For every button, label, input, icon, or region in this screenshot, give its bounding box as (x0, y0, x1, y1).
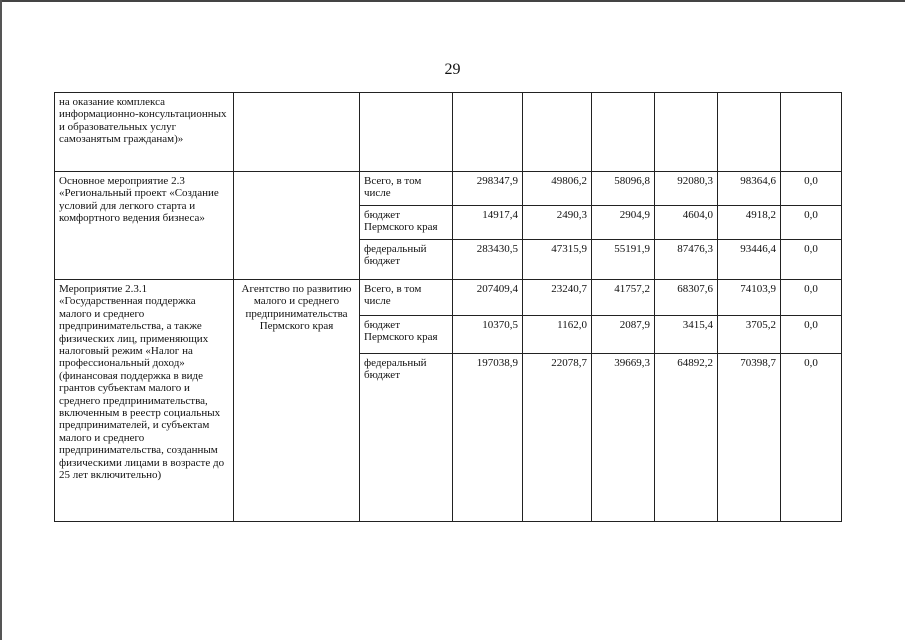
executor-cell: Агентство по развитию малого и среднего предпринимательства Пермского края (234, 280, 360, 522)
value-cell (718, 93, 781, 172)
value-cell: 10370,5 (453, 316, 523, 354)
measure-name-cell: Мероприятие 2.3.1 «Государственная поддержка малого и среднего предпринимательства, а также физических лиц, применяющих налоговый режим «Налог на профессиональный доход» (финансовая поддержка в виде грантов субъектам малого и среднего предпринимательства, включенным в реестр социальных предпринимателей, и субъектам малого и среднего предпринимательства, созданным физическими лицами в возрасте до 25 лет включительно) (55, 280, 234, 522)
value-cell: 70398,7 (718, 354, 781, 522)
value-cell: 0,0 (781, 316, 842, 354)
value-cell: 0,0 (781, 172, 842, 206)
value-cell: 68307,6 (655, 280, 718, 316)
value-cell: 74103,9 (718, 280, 781, 316)
value-cell (453, 93, 523, 172)
funding-source-cell: Всего, в том числе (360, 172, 453, 206)
value-cell: 0,0 (781, 240, 842, 280)
value-cell (523, 93, 592, 172)
funding-source-cell: Всего, в том числе (360, 280, 453, 316)
executor-cell (234, 172, 360, 280)
table-row (55, 280, 842, 316)
value-cell: 41757,2 (592, 280, 655, 316)
value-cell: 64892,2 (655, 354, 718, 522)
value-cell: 283430,5 (453, 240, 523, 280)
value-cell: 4604,0 (655, 206, 718, 240)
funding-source-cell: бюджет Пермского края (360, 206, 453, 240)
value-cell (781, 93, 842, 172)
value-cell (655, 93, 718, 172)
value-cell: 58096,8 (592, 172, 655, 206)
value-cell: 93446,4 (718, 240, 781, 280)
value-cell: 39669,3 (592, 354, 655, 522)
value-cell (592, 93, 655, 172)
funding-source-cell (360, 93, 453, 172)
value-cell: 2087,9 (592, 316, 655, 354)
value-cell: 197038,9 (453, 354, 523, 522)
table-row (55, 93, 842, 172)
value-cell: 0,0 (781, 354, 842, 522)
value-cell: 207409,4 (453, 280, 523, 316)
funding-source-cell: федеральный бюджет (360, 240, 453, 280)
measure-name-cell: на оказание комплекса информационно-консультационных и образовательных услуг самозанятым гражданам)» (55, 93, 234, 172)
value-cell: 0,0 (781, 280, 842, 316)
table-row (55, 172, 842, 206)
value-cell: 2490,3 (523, 206, 592, 240)
value-cell: 3415,4 (655, 316, 718, 354)
funding-source-cell: федеральный бюджет (360, 354, 453, 522)
value-cell: 298347,9 (453, 172, 523, 206)
value-cell: 49806,2 (523, 172, 592, 206)
executor-cell (234, 93, 360, 172)
value-cell: 2904,9 (592, 206, 655, 240)
value-cell: 1162,0 (523, 316, 592, 354)
measure-name-cell: Основное мероприятие 2.3 «Региональный проект «Создание условий для легкого старта и комфортного ведения бизнеса» (55, 172, 234, 280)
value-cell: 55191,9 (592, 240, 655, 280)
value-cell: 92080,3 (655, 172, 718, 206)
value-cell: 0,0 (781, 206, 842, 240)
scan-edge-left (0, 0, 2, 640)
value-cell: 22078,7 (523, 354, 592, 522)
value-cell: 47315,9 (523, 240, 592, 280)
value-cell: 87476,3 (655, 240, 718, 280)
budget-table (54, 92, 842, 522)
value-cell: 4918,2 (718, 206, 781, 240)
value-cell: 98364,6 (718, 172, 781, 206)
value-cell: 3705,2 (718, 316, 781, 354)
value-cell: 23240,7 (523, 280, 592, 316)
funding-source-cell: бюджет Пермского края (360, 316, 453, 354)
value-cell: 14917,4 (453, 206, 523, 240)
page-number: 29 (444, 61, 461, 78)
scan-edge-top (0, 0, 905, 2)
